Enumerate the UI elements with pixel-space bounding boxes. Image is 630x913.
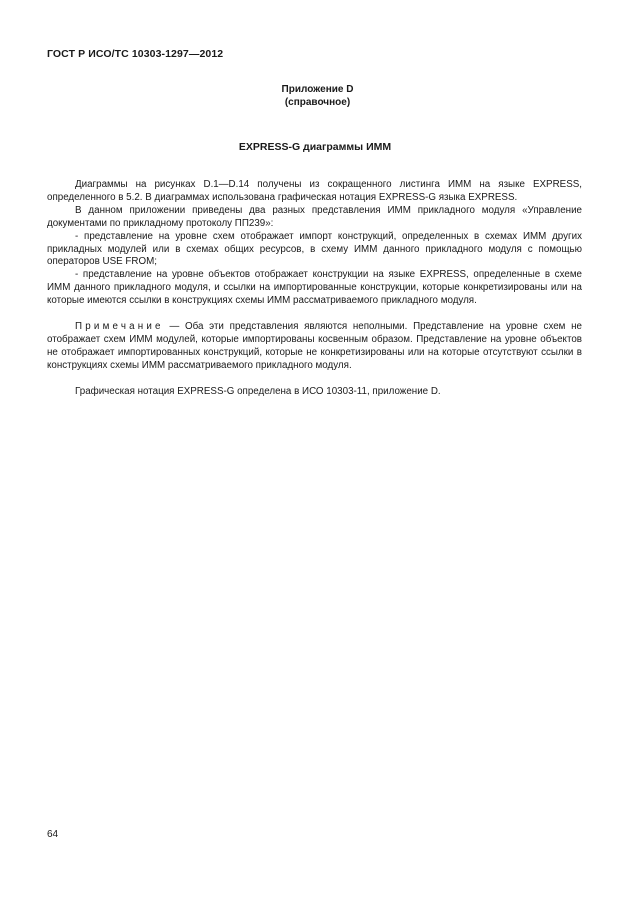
paragraph: В данном приложении приведены два разных представления ИММ прикладного модуля «Управление документами по прикладному протоколу ПП239»: [47,204,582,229]
paragraph: Диаграммы на рисунках D.1—D.14 получены из сокращенного листинга ИММ на языке EXPRESS, определенного в 5.2. В диаграммах использована графическая нотация EXPRESS-G языка EXPRESS. [47,179,582,203]
note-paragraph [47,321,582,373]
spacer [47,373,582,386]
section-title: EXPRESS-G диаграммы ИММ [238,141,392,153]
note-label: Примечание [75,321,164,333]
note-text: — Оба эти представления являются неполными. Представление на уровне схем не отображает схем ИММ модулей, которые импортированы косвенным образом. Представление на уровне объектов не отображает импортированных конструкций, которые не конкретизированы или на которые отсутствуют ссылки в конструкциях схемы ИММ рассматриваемого прикладного модуля. [47,321,582,371]
appendix-heading [0,83,630,109]
paragraph: - представление на уровне схем отображает импорт конструкций, определенных в схемах ИММ других прикладных модулей или в схемах общих ресурсов, в схему ИММ данного прикладного модуля с помощью операторов USE FROM; [47,230,582,268]
paragraph: - представление на уровне объектов отображает конструкции на языке EXPRESS, определенные в схеме ИММ данного прикладного модуля, и ссылки на импортированные конструкции, которые конкретизированы или на которые имеются ссылки в конструкциях схемы ИММ рассматриваемого прикладного модуля. [47,269,582,307]
spacer [47,308,582,321]
body-text [47,179,582,399]
page-number: 64 [47,829,59,840]
appendix-title: Приложение D [281,84,354,95]
appendix-subtitle: (справочное) [284,97,351,108]
document-header: ГОСТ Р ИСО/ТС 10303-1297—2012 [47,48,224,60]
final-paragraph: Графическая нотация EXPRESS-G определена в ИСО 10303-11, приложение D. [75,385,441,397]
